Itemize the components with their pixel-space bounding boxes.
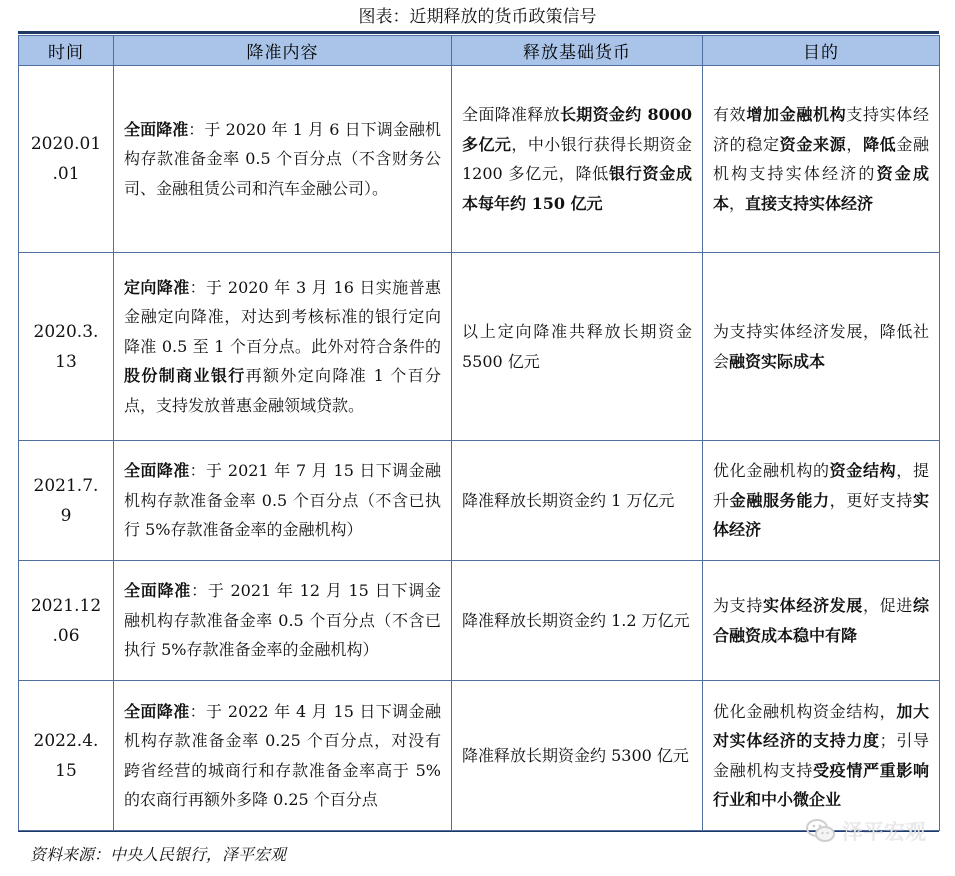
emphasis-text: 增加金融机构 bbox=[746, 105, 847, 124]
table-row bbox=[19, 253, 940, 441]
emphasis-text: 全面降准 bbox=[124, 119, 189, 139]
purpose-cell bbox=[703, 681, 940, 831]
emphasis-text: 融资实际成本 bbox=[729, 351, 826, 371]
body-text: 有效 bbox=[713, 105, 747, 124]
header-base-money: 释放基础货币 bbox=[452, 36, 703, 66]
wechat-icon bbox=[806, 818, 836, 844]
body-text: 降准释放长期资金约 1.2 万亿元 bbox=[462, 610, 690, 630]
date-cell bbox=[19, 66, 114, 253]
base-money-cell bbox=[452, 561, 703, 681]
body-text: ，促进 bbox=[862, 596, 913, 615]
footer-rule bbox=[18, 831, 939, 832]
content-cell bbox=[114, 66, 452, 253]
date-line: 2020.3. bbox=[33, 321, 99, 342]
emphasis-text: 实体经济 bbox=[713, 490, 929, 540]
body-text: 为支持实体经济发展，降低社会 bbox=[713, 322, 929, 371]
emphasis-text: 银行资金成本每年约 150 亿元 bbox=[462, 164, 692, 213]
emphasis-text: 直接支持实体经济 bbox=[745, 193, 874, 213]
header-time: 时间 bbox=[19, 36, 114, 66]
date-line: 2021.12 bbox=[30, 595, 102, 616]
body-text: 以上定向降准共释放长期资金 5500 亿元 bbox=[462, 322, 692, 371]
emphasis-text: 实体经济发展 bbox=[763, 596, 863, 615]
date-line: 2021.7. bbox=[33, 475, 99, 496]
emphasis-text: 降低 bbox=[862, 134, 897, 154]
body-text: 优化金融机构资金结构， bbox=[713, 701, 897, 721]
body-text: ， bbox=[846, 134, 863, 154]
body-text: ；引导金融机构支持 bbox=[713, 731, 929, 780]
emphasis-text: 资金结构 bbox=[829, 461, 897, 481]
purpose-cell bbox=[703, 253, 940, 441]
purpose-cell bbox=[703, 561, 940, 681]
emphasis-text: 受疫情严重影响行业和中小微企业 bbox=[713, 760, 929, 809]
emphasis-text: 资金来源 bbox=[779, 134, 847, 154]
purpose-cell bbox=[703, 66, 940, 253]
date-line: 9 bbox=[60, 505, 72, 526]
emphasis-text: 定向降准 bbox=[124, 277, 190, 297]
base-money-cell bbox=[452, 253, 703, 441]
emphasis-text: 股份制商业银行 bbox=[124, 366, 246, 386]
emphasis-text: 长期资金约 8000 多亿元 bbox=[462, 105, 692, 154]
purpose-cell bbox=[703, 441, 940, 561]
date-cell bbox=[19, 681, 114, 831]
emphasis-text: 全面降准 bbox=[124, 701, 190, 721]
base-money-cell bbox=[452, 441, 703, 561]
body-text: ，中小银行获得长期资金 1200 多亿元，降低 bbox=[462, 134, 692, 183]
body-text: 再额外定向降准 1 个百分点，支持发放普惠金融领域贷款。 bbox=[124, 366, 441, 415]
body-text: ，更好支持 bbox=[829, 490, 913, 510]
body-text: 为支持 bbox=[713, 596, 763, 615]
emphasis-text: 金融服务能力 bbox=[729, 490, 830, 510]
body-text: ：于 2021 年 7 月 15 日下调金融机构存款准备金率 0.5 个百分点（不含已执行 5%存款准备金率的金融机构） bbox=[124, 461, 441, 540]
content-cell bbox=[114, 561, 452, 681]
body-text: ， bbox=[729, 193, 746, 213]
watermark-text: 泽平宏观 bbox=[842, 820, 926, 844]
body-text: 降准释放长期资金约 1 万亿元 bbox=[462, 490, 675, 510]
body-text: ：于 2021 年 12 月 15 日下调金融机构存款准备金率 0.5 个百分点（不含已执行 5%存款准备金率的金融机构） bbox=[124, 581, 441, 660]
date-cell bbox=[19, 441, 114, 561]
content-cell bbox=[114, 441, 452, 561]
emphasis-text: 综合融资成本稳中有降 bbox=[713, 596, 929, 645]
emphasis-text: 全面降准 bbox=[124, 461, 190, 481]
body-text: 全面降准释放 bbox=[462, 105, 560, 124]
content-cell bbox=[114, 253, 452, 441]
base-money-cell bbox=[452, 66, 703, 253]
table-row bbox=[19, 441, 940, 561]
date-cell bbox=[19, 561, 114, 681]
figure-title: 图表：近期释放的货币政策信号 bbox=[358, 7, 597, 27]
header-purpose: 目的 bbox=[703, 36, 940, 66]
body-text: 降准释放长期资金约 5300 亿元 bbox=[462, 745, 689, 765]
content-cell bbox=[114, 681, 452, 831]
body-text: ：于 2020 年 3 月 16 日实施普惠金融定向降准，对达到考核标准的银行定向降准 0.5 至 1 个百分点。此外对符合条件的 bbox=[124, 277, 441, 356]
date-line: .06 bbox=[52, 625, 80, 646]
title-rule bbox=[18, 31, 939, 34]
body-text: ：于 2020 年 1 月 6 日下调金融机构存款准备金率 0.5 个百分点（不含财务公司、金融租赁公司和汽车金融公司）。 bbox=[124, 119, 441, 198]
body-text: ，提升 bbox=[713, 461, 929, 510]
table-header-row bbox=[19, 36, 940, 66]
date-line: 13 bbox=[55, 351, 77, 372]
watermark bbox=[806, 816, 926, 846]
emphasis-text: 全面降准 bbox=[124, 581, 192, 601]
body-text: 支持实体经济的稳定 bbox=[713, 105, 929, 154]
table-row bbox=[19, 561, 940, 681]
emphasis-text: 资金成本 bbox=[713, 164, 929, 213]
body-text: ：于 2022 年 4 月 15 日下调金融机构存款准备金率 0.25 个百分点，对没有跨省经营的城商行和存款准备金率高于 5%的农商行再额外多降 0.25 个百分点 bbox=[124, 701, 441, 809]
date-line: 15 bbox=[55, 760, 77, 781]
table-row bbox=[19, 681, 940, 831]
emphasis-text: 加大对实体经济的支持力度 bbox=[713, 701, 929, 750]
table-row bbox=[19, 66, 940, 253]
body-text: 金融机构支持实体经济的 bbox=[713, 134, 929, 183]
body-text: 优化金融机构的 bbox=[713, 461, 830, 481]
source-note: 资料来源：中央人民银行，泽平宏观 bbox=[30, 845, 287, 864]
date-line: .01 bbox=[52, 164, 80, 184]
header-rrr-content: 降准内容 bbox=[114, 36, 452, 66]
date-cell bbox=[19, 253, 114, 441]
policy-table bbox=[18, 35, 940, 831]
base-money-cell bbox=[452, 681, 703, 831]
date-line: 2020.01 bbox=[30, 134, 102, 154]
date-line: 2022.4. bbox=[33, 730, 99, 751]
